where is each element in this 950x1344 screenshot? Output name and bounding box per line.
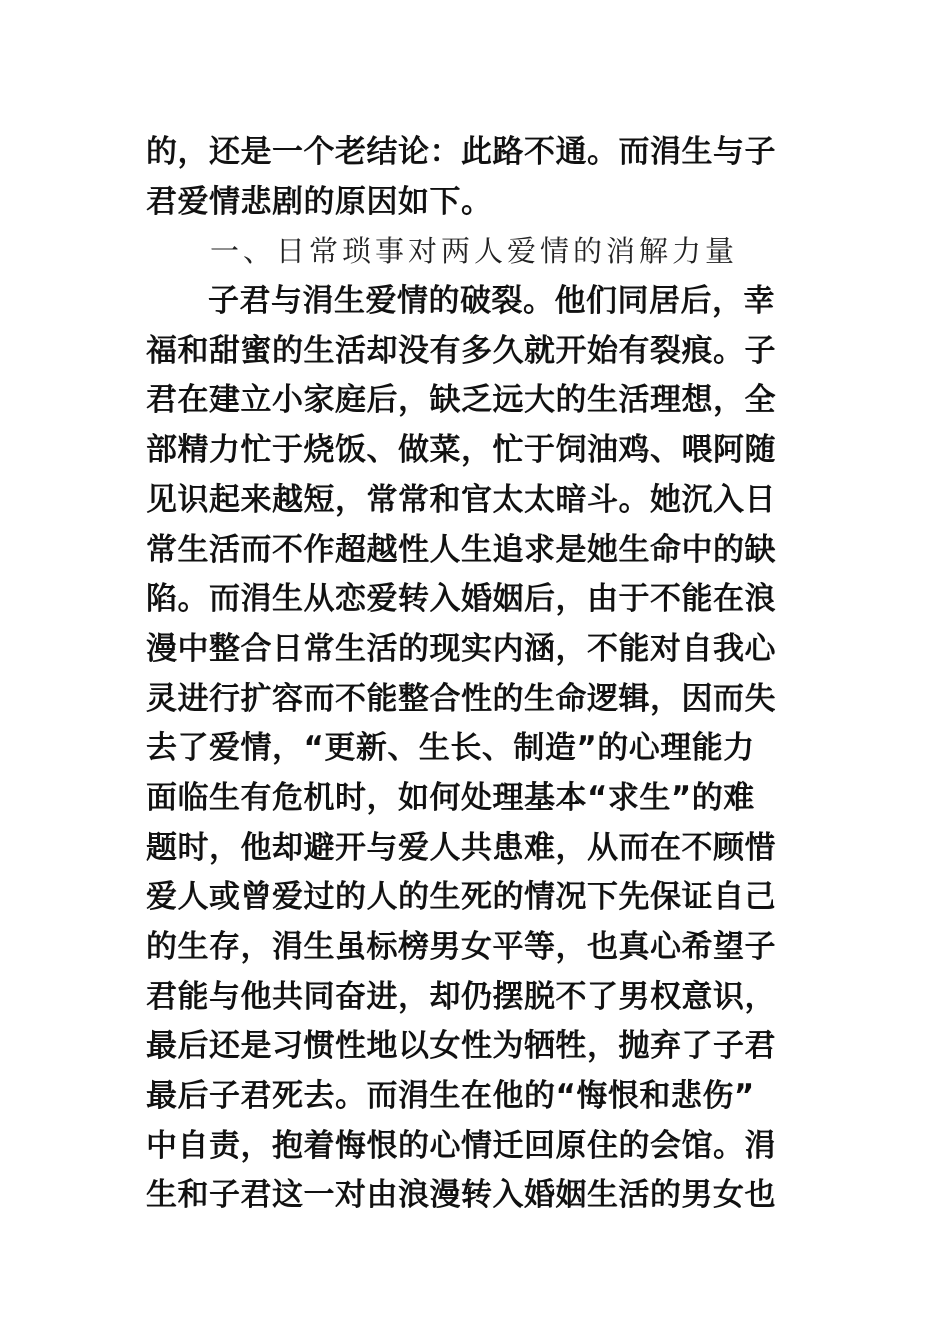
text-line: 部精力忙于烧饭、做菜，忙于饲油鸡、喂阿随: [146, 432, 776, 469]
text-line: 常生活而不作超越性人生追求是她生命中的缺: [146, 531, 776, 568]
text-line: 君在建立小家庭后，缺乏远大的生活理想，全: [146, 382, 776, 419]
text-line: 君能与他共同奋进，却仍摆脱不了男权意识，: [146, 978, 776, 1015]
text-line: 中自责，抱着悔恨的心情迁回原住的会馆。涓: [146, 1127, 776, 1164]
text-line: 福和甜蜜的生活却没有多久就开始有裂痕。子: [146, 332, 776, 369]
text-line: 题时，他却避开与爱人共患难，从而在不顾惜: [146, 829, 776, 866]
text-line: 灵进行扩容而不能整合性的生命逻辑，因而失: [146, 680, 776, 717]
text-line: 生和子君这一对由浪漫转入婚姻生活的男女也: [146, 1177, 776, 1214]
text-line: 面临生有危机时，如何处理基本“求生”的难: [146, 779, 755, 816]
text-line: 最后还是习惯性地以女性为牺牲，抛弃了子君: [146, 1028, 776, 1065]
text-line: 陷。而涓生从恋爱转入婚姻后，由于不能在浪: [146, 581, 776, 618]
text-line: 去了爱情，“更新、生长、制造”的心理能力: [146, 730, 755, 767]
section-heading: 一、日常琐事对两人爱情的消解力量: [210, 234, 739, 269]
text-line: 见识起来越短，常常和官太太暗斗。她沉入日: [146, 481, 776, 518]
text-line: 的生存，涓生虽标榜男女平等，也真心希望子: [146, 929, 776, 965]
text-line: 漫中整合日常生活的现实内涵，不能对自我心: [146, 630, 776, 667]
text-line: 爱人或曾爱过的人的生死的情况下先保证自己: [146, 879, 776, 916]
body-text: [146, 128, 811, 1221]
text-line: 的，还是一个老结论：此路不通。而涓生与子: [146, 134, 776, 170]
text-line: 最后子君死去。而涓生在他的“悔恨和悲伤”: [146, 1078, 755, 1115]
paragraph-first-line: 子君与涓生爱情的破裂。他们同居后，幸: [208, 283, 775, 320]
text-line: 君爱情悲剧的原因如下。: [146, 183, 493, 220]
